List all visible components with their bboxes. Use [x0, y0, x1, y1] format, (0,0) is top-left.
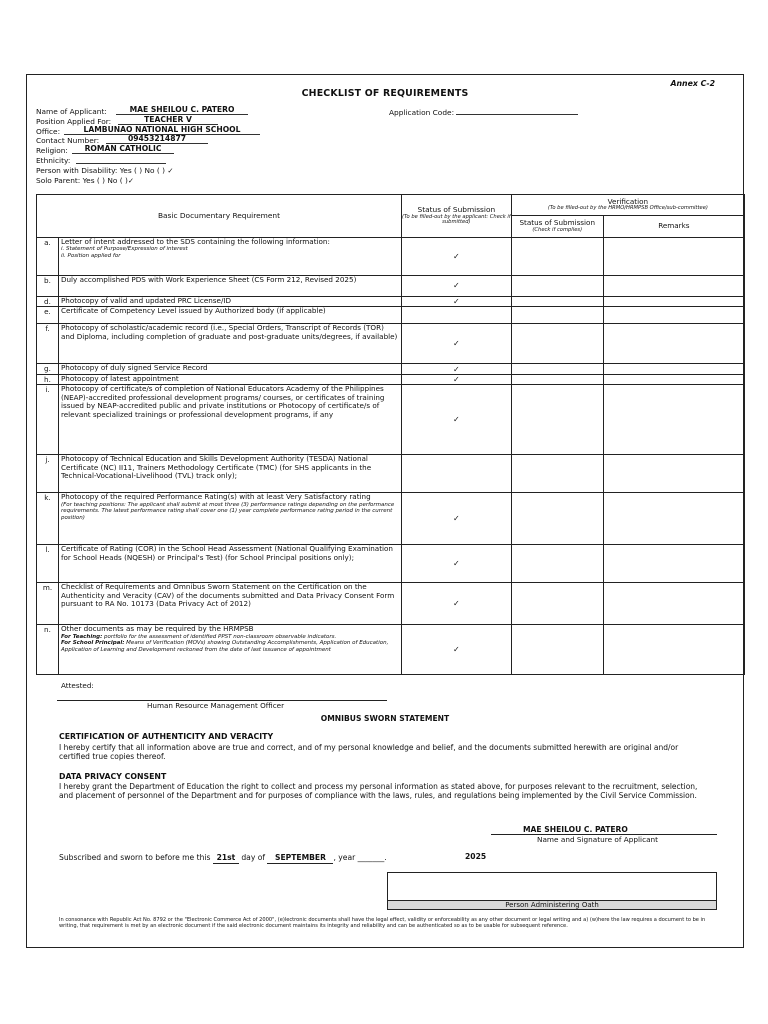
remarks-cell[interactable]	[603, 307, 744, 324]
submission-check[interactable]: ✓	[401, 324, 511, 364]
row-letter: f.	[37, 324, 59, 364]
solo-parent-row[interactable]: Solo Parent: Yes ( ) No ( )✓	[36, 175, 135, 185]
submission-check[interactable]: ✓	[401, 297, 511, 307]
table-row	[37, 276, 745, 297]
privacy-text: I hereby grant the Department of Education the right to collect and process my personal information as stated above, for purposes relevant to the recruitment, selection, and placement of personnel of the Department and for purposes of compliance with the laws, rules, and regulations being implemented by the Civil Service Commission.	[59, 782, 698, 801]
table-row	[37, 364, 745, 374]
row-letter: a.	[37, 238, 59, 276]
submission-check[interactable]: ✓	[401, 385, 511, 455]
oath-label: Person Administering Oath	[388, 900, 716, 909]
attested-label: Attested:	[61, 681, 94, 690]
verification-check[interactable]	[511, 545, 603, 583]
application-code-field[interactable]	[456, 108, 578, 115]
table-row	[37, 625, 745, 675]
header-remarks: Remarks	[603, 216, 744, 238]
table-row	[37, 324, 745, 364]
sworn-day[interactable]: 21st	[213, 854, 239, 864]
verification-check[interactable]	[511, 297, 603, 307]
table-header-row	[37, 195, 745, 216]
row-letter: h.	[37, 374, 59, 384]
page-title: CHECKLIST OF REQUIREMENTS	[301, 88, 469, 99]
row-text: Photocopy of the required Performance Rating(s) with at least Very Satisfactory rating	[60, 492, 371, 502]
pwd-row[interactable]: Person with Disability: Yes ( ) No ( ) ✓	[36, 165, 174, 175]
ethnicity-value[interactable]	[76, 155, 166, 164]
row-requirement: Checklist of Requirements and Omnibus Sworn Statement on the Certification on the Authenticity and Veracity (CAV) of the documents submitted and Data Privacy Consent Form pursuant to RA No. 10173 (Data Privacy Act of 2012)	[58, 583, 401, 625]
row-requirement: Certificate of Competency Level issued by Authorized body (if applicable)	[58, 307, 401, 324]
row-letter: n.	[37, 625, 59, 675]
header-status-submission	[401, 195, 511, 238]
footer-note: In consonance with Republic Act No. 8792 or the "Electronic Commerce Act of 2000", (e)lectronic documents shall have the legal effect, validity or enforceability as any other document or legal writing and a) (w)here the law requires a document to be in writing, that requirement is met by an electronic document if the said electronic document maintains its integrity and reliability and can be authenticated so as to be usable for subsequent reference.	[59, 917, 706, 930]
submission-check[interactable]: ✓	[401, 493, 511, 545]
row-requirement: Photocopy of Technical Education and Skills Development Authority (TESDA) National Certificate (NC) II11, Trainers Methodology Certificate (TMC) (for SHS applicants in the Technical-Vocational-Livelihood (TVL) track only);	[58, 455, 401, 493]
verification-check[interactable]	[511, 364, 603, 374]
position-value[interactable]: TEACHER V	[118, 116, 218, 125]
submission-check[interactable]: ✓	[401, 364, 511, 374]
row-requirement: Photocopy of certificate/s of completion of National Educators Academy of the Philippines (NEAP)-accredited professional development programs/ courses, or certificates of training issued by NEAP-accredited public and private institutions or Photocopy of certificate/s of relevant specialized trainings or professional development programs, if any	[58, 385, 401, 455]
oss-title: OMNIBUS SWORN STATEMENT	[320, 714, 450, 723]
verification-check[interactable]	[511, 583, 603, 625]
row-requirement	[58, 625, 401, 675]
sworn-suffix: , year _______.	[333, 853, 387, 862]
verification-check[interactable]	[511, 276, 603, 297]
applicant-info	[36, 105, 241, 186]
verification-check[interactable]	[511, 324, 603, 364]
certification-title: CERTIFICATION OF AUTHENTICITY AND VERACITY	[59, 732, 274, 741]
table-row	[37, 374, 745, 384]
verification-check[interactable]	[511, 493, 603, 545]
header-status-label: Status of Submission	[417, 204, 496, 214]
header-verification-label: Verification	[607, 196, 649, 206]
submission-check[interactable]: ✓	[401, 374, 511, 384]
office-value[interactable]: LAMBUNAO NATIONAL HIGH SCHOOL	[64, 126, 260, 135]
row-requirement	[58, 238, 401, 276]
sworn-statement	[59, 854, 387, 864]
remarks-cell[interactable]	[603, 625, 744, 675]
remarks-cell[interactable]	[603, 545, 744, 583]
name-value[interactable]: MAE SHEILOU C. PATERO	[116, 106, 248, 115]
row-letter: m.	[37, 583, 59, 625]
table-row	[37, 583, 745, 625]
submission-check[interactable]: ✓	[401, 583, 511, 625]
header-ver-status-label: Status of Submission	[519, 218, 596, 228]
submission-check[interactable]	[401, 455, 511, 493]
row-subitem: i. Statement of Purpose/Expression of interest	[60, 246, 188, 253]
remarks-cell[interactable]	[603, 276, 744, 297]
submission-check[interactable]: ✓	[401, 276, 511, 297]
row-text: Other documents as may be required by the HRMPSB	[60, 624, 254, 634]
religion-value[interactable]: ROMAN CATHOLIC	[72, 145, 174, 154]
row-letter: b.	[37, 276, 59, 297]
privacy-section	[59, 772, 709, 800]
row-requirement: Photocopy of latest appointment	[58, 374, 401, 384]
submission-check[interactable]: ✓	[401, 238, 511, 276]
remarks-cell[interactable]	[603, 385, 744, 455]
office-label: Office:	[36, 126, 61, 136]
row-subitem-heading: For School Principal:	[60, 640, 125, 647]
row-requirement: Photocopy of valid and updated PRC License/ID	[58, 297, 401, 307]
remarks-cell[interactable]	[603, 493, 744, 545]
privacy-title: DATA PRIVACY CONSENT	[59, 772, 167, 781]
row-letter: l.	[37, 545, 59, 583]
certification-section	[59, 732, 709, 761]
row-requirement: Duly accomplished PDS with Work Experience Sheet (CS Form 212, Revised 2025)	[58, 276, 401, 297]
row-text: Letter of intent addressed to the SDS containing the following information:	[60, 237, 330, 246]
sworn-year[interactable]: 2025	[465, 852, 487, 861]
remarks-cell[interactable]	[603, 324, 744, 364]
table-row	[37, 545, 745, 583]
table-row	[37, 297, 745, 307]
header-verification-note: (To be filled-out by the HRMO/HRMPSB Office/sub-committee)	[547, 205, 708, 212]
annex-label: Annex C-2	[670, 79, 715, 88]
row-letter: d.	[37, 297, 59, 307]
row-letter: g.	[37, 364, 59, 374]
table-row	[37, 238, 745, 276]
table-row	[37, 307, 745, 324]
applicant-signature-label: Name and Signature of Applicant	[537, 835, 659, 844]
remarks-cell[interactable]	[603, 364, 744, 374]
document-page	[26, 74, 744, 948]
sworn-mid: day of	[241, 853, 266, 862]
sworn-month[interactable]: SEPTEMBER	[267, 854, 333, 864]
table-row	[37, 455, 745, 493]
header-ver-status	[511, 216, 603, 238]
row-requirement	[58, 493, 401, 545]
header-verification	[511, 195, 744, 216]
row-subitem	[61, 640, 399, 653]
application-code-label: Application Code:	[389, 108, 455, 117]
table-row	[37, 493, 745, 545]
remarks-cell[interactable]	[603, 238, 744, 276]
row-requirement: Certificate of Rating (COR) in the School Head Assessment (National Qualifying Examination for School Heads (NQESH) or Principal's Test) (for School Principal positions only);	[58, 545, 401, 583]
verification-check[interactable]	[511, 374, 603, 384]
verification-check[interactable]	[511, 385, 603, 455]
row-subitem-text: portfolio for the assessment of identified PPST non-classroom observable indicators.	[102, 633, 337, 640]
header-status-note: (To be filled-out by the applicant: Check if submitted)	[402, 213, 511, 226]
row-subitem: (For teaching positions: The applicant shall submit at most three (3) performance ratings depending on the performance requirements. The latest performance rating shall cover one (1) year complete performance rating period in the current position)	[60, 501, 395, 521]
verification-check[interactable]	[511, 455, 603, 493]
contact-label: Contact Number:	[36, 136, 100, 146]
remarks-cell[interactable]	[603, 583, 744, 625]
contact-value[interactable]: 09453214877	[106, 135, 208, 144]
submission-check[interactable]: ✓	[401, 545, 511, 583]
submission-check[interactable]	[401, 307, 511, 324]
row-subitem-text: Means of Verification (MOVs) showing Outstanding Accomplishments, Application of Education, Application of Learning and Development reckoned from the date of last issuance of appointment	[60, 640, 389, 653]
row-subitem-heading: For Teaching:	[60, 633, 103, 640]
row-requirement: Photocopy of scholastic/academic record (i.e., Special Orders, Transcript of Records (TOR) and Diploma, including completion of graduate and post-graduate units/degrees, if available)	[58, 324, 401, 364]
hrmo-label: Human Resource Management Officer	[147, 701, 285, 710]
verification-check[interactable]	[511, 238, 603, 276]
position-label: Position Applied For:	[36, 116, 112, 126]
verification-check[interactable]	[511, 625, 603, 675]
header-basic-requirement: Basic Documentary Requirement	[37, 195, 402, 238]
certification-text: I hereby certify that all information above are true and correct, and of my personal knowledge and belief, and the documents submitted herewith are original and/or certified true copies thereof.	[59, 743, 679, 762]
remarks-cell[interactable]	[603, 297, 744, 307]
requirements-table	[36, 194, 745, 675]
ethnicity-label: Ethnicity:	[36, 155, 71, 165]
row-letter: k.	[37, 493, 59, 545]
header-ver-status-note: (Check if complies)	[532, 226, 583, 233]
verification-check[interactable]	[511, 307, 603, 324]
application-code[interactable]	[389, 108, 578, 118]
row-letter: i.	[37, 385, 59, 455]
applicant-signature-name: MAE SHEILOU C. PATERO	[523, 825, 628, 834]
submission-check[interactable]: ✓	[401, 625, 511, 675]
row-subitem: ii. Position applied for	[60, 252, 121, 259]
row-letter: e.	[37, 307, 59, 324]
oath-signature-box[interactable]	[387, 872, 717, 910]
table-row	[37, 385, 745, 455]
remarks-cell[interactable]	[603, 455, 744, 493]
religion-label: Religion:	[36, 146, 68, 156]
row-requirement: Photocopy of duly signed Service Record	[58, 364, 401, 374]
sworn-prefix: Subscribed and sworn to before me this	[59, 853, 211, 862]
remarks-cell[interactable]	[603, 374, 744, 384]
name-label: Name of Applicant:	[36, 107, 107, 116]
row-letter: j.	[37, 455, 59, 493]
